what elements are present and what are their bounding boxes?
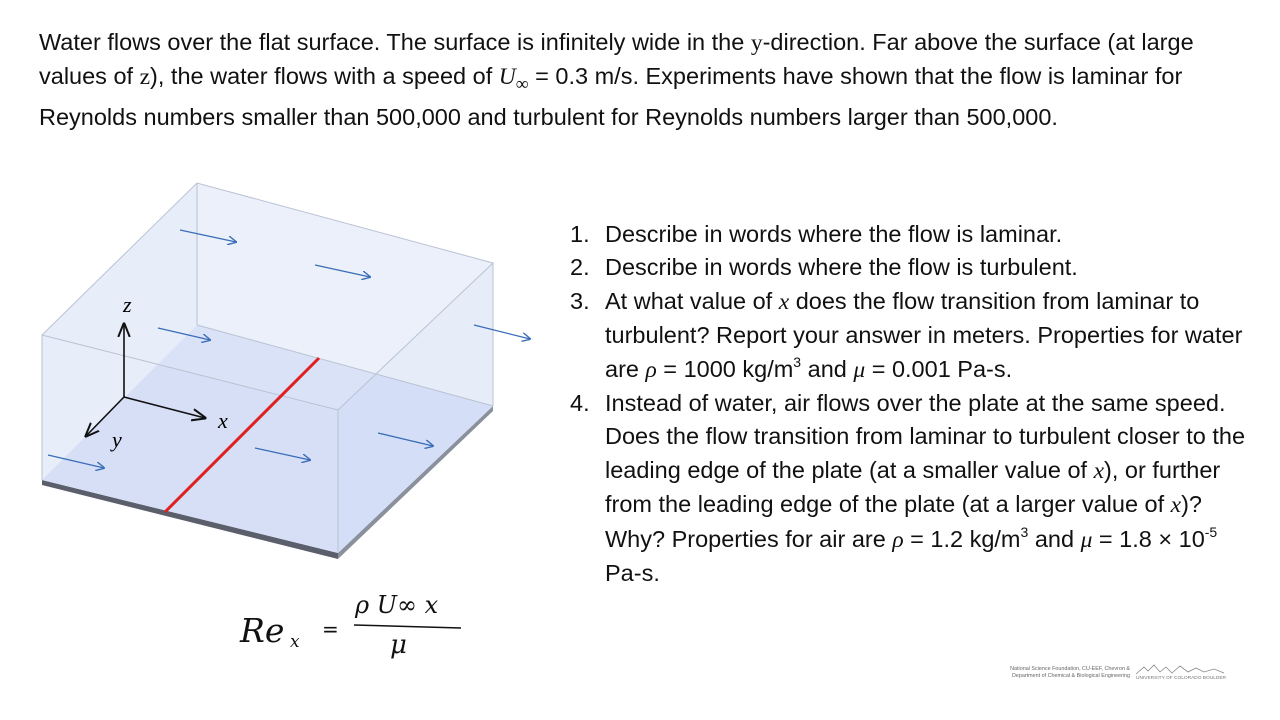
axis-y-label: y: [112, 427, 122, 452]
intro-text: -direction. Far above the surface (at large values of: [39, 29, 1194, 89]
formula-lhs-subscript: x: [290, 632, 300, 652]
university-name: UNIVERSITY OF COLORADO BOULDER: [1136, 676, 1227, 681]
superscript: 3: [793, 353, 802, 370]
var-y: y: [750, 30, 763, 56]
question-2: [570, 251, 1250, 284]
var-rho: ρ: [645, 356, 657, 383]
question-3: [570, 285, 1250, 387]
var-x: x: [778, 288, 790, 315]
question-text: and: [801, 355, 854, 382]
handwritten-reynolds-formula: [230, 580, 480, 660]
axis-x-label: x: [218, 408, 228, 433]
var-u: U: [498, 64, 516, 90]
formula-fraction-bar: [354, 625, 461, 628]
question-text: = 0.001 Pa-s.: [865, 355, 1013, 382]
intro-text: = 0.3 m/s. Experiments have shown that the flow is laminar for Reynolds numbers smaller than 500,000 and turbulent for Reynolds numbers larger than 500,000.: [39, 63, 1183, 130]
superscript: 3: [1020, 523, 1029, 540]
question-text: Describe in words where the flow is turbulent.: [605, 254, 1078, 281]
question-text: ), or further from the leading edge of the plate (at a larger value of: [605, 456, 1221, 518]
question-text: and: [1028, 525, 1081, 552]
flow-box-figure: [0, 170, 540, 570]
question-number: 2.: [570, 254, 590, 281]
question-text: )? Why? Properties for air are: [605, 491, 1203, 552]
question-text: Instead of water, air flows over the plate at the same speed. Does the flow transition from laminar to turbulent closer to the leading edge of the plate (at a smaller value of: [605, 390, 1246, 483]
axis-z-label: z: [123, 292, 132, 317]
formula-denominator: μ: [390, 630, 407, 660]
var-mu: μ: [1080, 526, 1093, 553]
question-number: 1.: [570, 221, 590, 247]
var-rho: ρ: [892, 526, 904, 553]
question-text: At what value of: [605, 287, 779, 314]
intro-text: ), the water flows with a speed of: [150, 63, 499, 89]
question-text: = 1.8 × 10: [1092, 525, 1205, 552]
sponsor-line-1: National Science Foundation, CU-EEF, Chevron &: [1010, 666, 1130, 672]
var-mu: μ: [853, 356, 866, 383]
sponsor-line-2: Department of Chemical & Biological Engineering: [1011, 673, 1130, 679]
problem-statement: [39, 26, 1239, 134]
question-text: Describe in words where the flow is laminar.: [605, 221, 1063, 247]
question-1: [570, 218, 1250, 251]
superscript: -5: [1204, 523, 1218, 540]
question-number: 4.: [570, 390, 590, 417]
formula-numerator: ρ U∞ x: [355, 591, 439, 619]
var-x: x: [1093, 457, 1105, 484]
question-text: = 1.2 kg/m: [903, 525, 1021, 552]
formula-lhs: Re: [240, 611, 285, 650]
question-4: [570, 387, 1250, 590]
var-infinity: ∞: [515, 73, 529, 94]
question-text: Pa-s.: [605, 560, 660, 587]
intro-text: Water flows over the flat surface. The surface is infinitely wide in the: [39, 29, 751, 55]
formula-equals: =: [322, 617, 339, 641]
sponsor-text: [998, 666, 1130, 680]
question-text: does the flow transition from laminar to turbulent? Report your answer in meters. Properties for water are: [605, 287, 1243, 382]
question-list: [570, 218, 1250, 590]
question-number: 3.: [570, 287, 590, 314]
var-x: x: [1170, 492, 1182, 519]
sponsor-footer: [998, 664, 1238, 686]
var-z: z: [139, 64, 151, 90]
question-text: = 1000 kg/m: [656, 355, 794, 382]
